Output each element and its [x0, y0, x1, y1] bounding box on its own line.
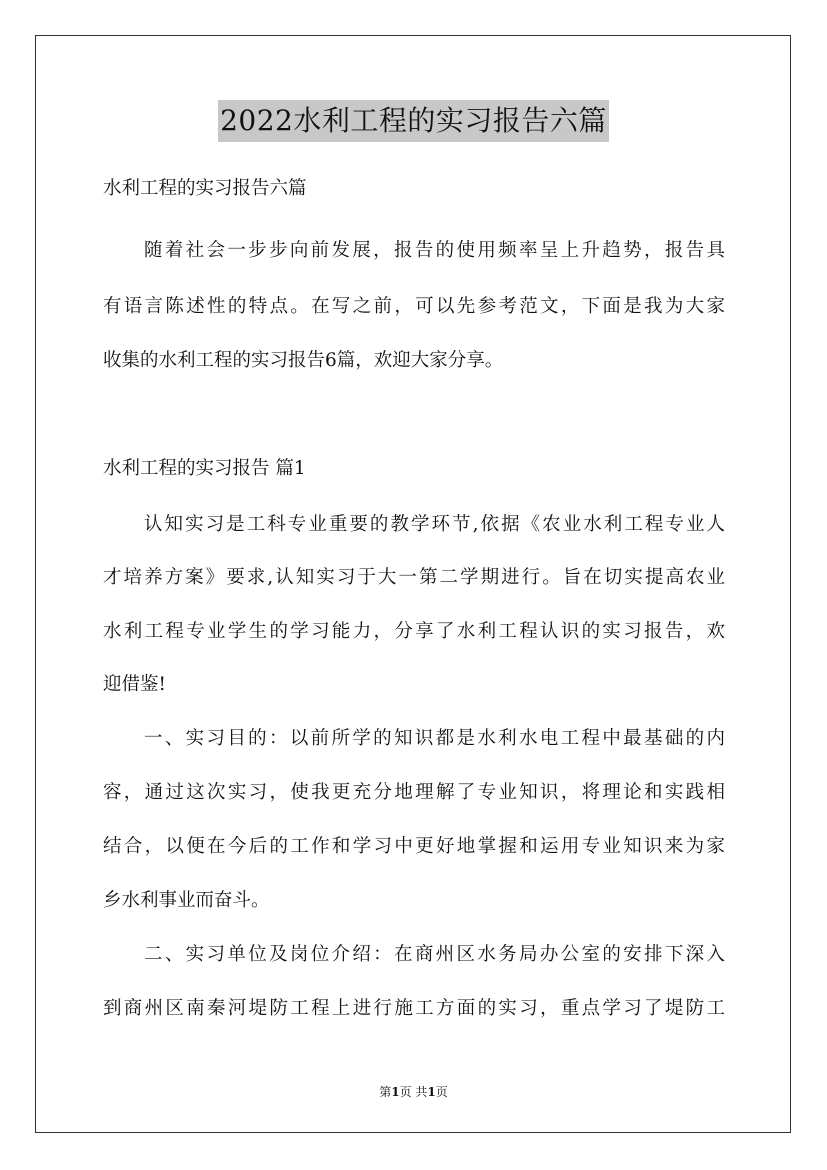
document-title: 2022水利工程的实习报告六篇	[218, 100, 609, 142]
paragraph-line: 迎借鉴!	[103, 674, 166, 695]
paragraph-line: 乡水利事业而奋斗。	[103, 890, 270, 911]
heading-line: 水利工程的实习报告六篇	[103, 178, 307, 199]
paragraph-line: 到商州区南秦河堤防工程上进行施工方面的实习，重点学习了堤防工	[103, 998, 725, 1019]
footer-suffix: 页	[435, 1085, 448, 1099]
paragraph-line: 二、实习单位及岗位介绍：在商州区水务局办公室的安排下深入	[144, 944, 725, 965]
footer-page-current: 1	[391, 1085, 400, 1099]
paragraph-line: 容，通过这次实习，使我更充分地理解了专业知识，将理论和实践相	[103, 782, 725, 803]
paragraph-line: 认知实习是工科专业重要的教学环节,依据《农业水利工程专业人	[144, 514, 725, 535]
paragraph-line: 水利工程专业学生的学习能力，分享了水利工程认识的实习报告，欢	[103, 621, 725, 642]
paragraph-line: 一、实习目的：以前所学的知识都是水利水电工程中最基础的内	[144, 728, 725, 749]
footer-prefix: 第	[379, 1085, 392, 1099]
page-footer	[0, 1083, 827, 1100]
footer-mid: 页 共	[399, 1085, 428, 1099]
paragraph-line: 收集的水利工程的实习报告6篇，欢迎大家分享。	[103, 350, 504, 371]
title-wrap	[0, 100, 827, 142]
paragraph-line: 结合，以便在今后的工作和学习中更好地掌握和运用专业知识来为家	[103, 836, 725, 857]
paragraph-line: 随着社会一步步向前发展，报告的使用频率呈上升趋势，报告具	[144, 240, 725, 261]
paragraph-line: 才培养方案》要求,认知实习于大一第二学期进行。旨在切实提高农业	[103, 567, 725, 588]
footer-page-total: 1	[427, 1085, 436, 1099]
section-heading: 水利工程的实习报告 篇1	[103, 458, 306, 479]
paragraph-line: 有语言陈述性的特点。在写之前，可以先参考范文，下面是我为大家	[103, 296, 725, 317]
